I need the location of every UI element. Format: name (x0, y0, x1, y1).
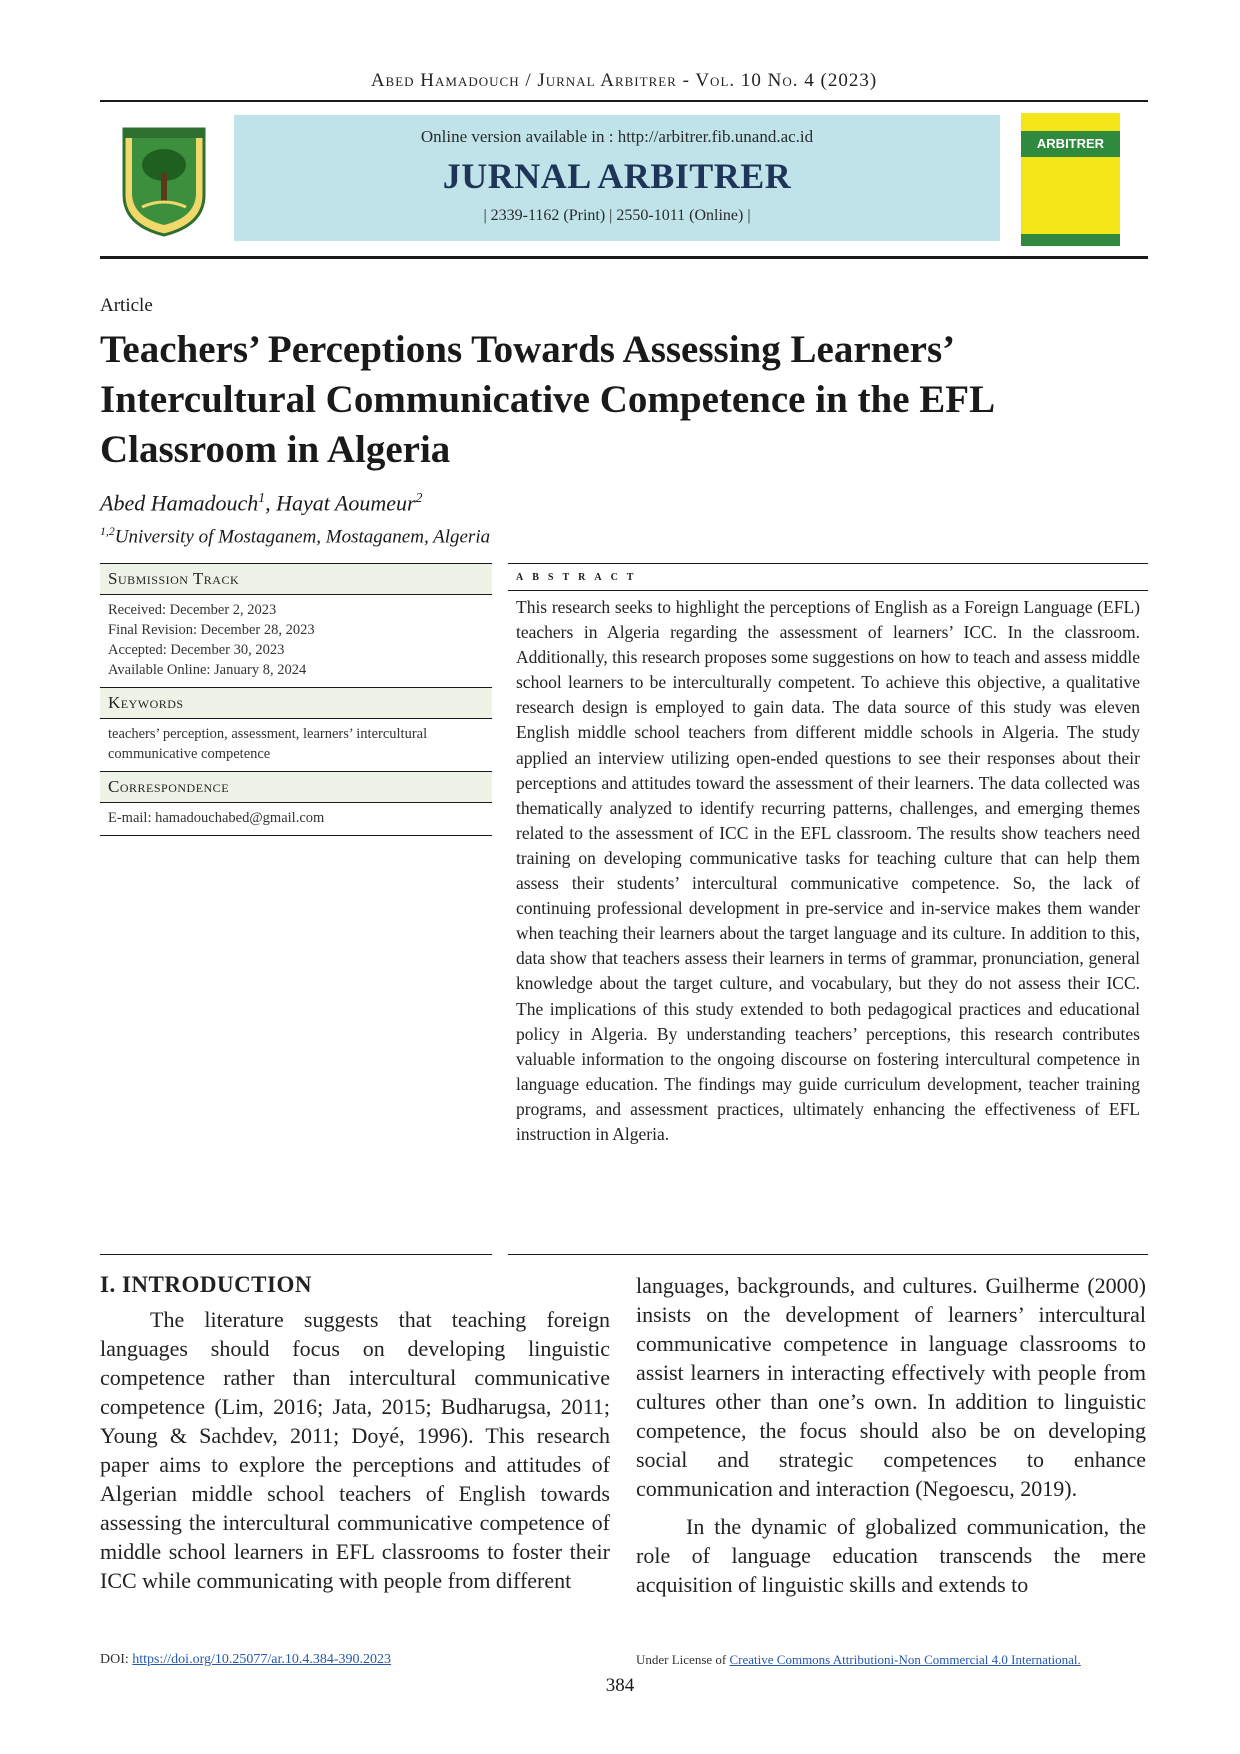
article-title: Teachers’ Perceptions Towards Assessing Learners’ Intercultural Communicative Competence in the EFL Classroom in Algeria (100, 328, 993, 471)
keywords-text: teachers’ perception, assessment, learners’ intercultural communicative competence (108, 726, 428, 762)
submission-track-heading: Submission Track (100, 563, 492, 595)
abstract-bottom-rule-right (508, 1254, 1148, 1255)
final-revision-date: Final Revision: December 28, 2023 (108, 622, 315, 638)
author-affil-number: 2 (415, 490, 423, 505)
doi-label: DOI: (100, 1652, 133, 1667)
correspondence-email: E-mail: hamadouchabed@gmail.com (108, 810, 325, 826)
received-date: Received: December 2, 2023 (108, 602, 277, 618)
header-rule (100, 100, 1148, 102)
introduction-heading: I. INTRODUCTION (100, 1272, 312, 1297)
doi-footer (100, 1652, 391, 1668)
online-version-text: Online version available in : http://arbitrer.fib.unand.ac.id (420, 127, 814, 146)
abstract-bottom-rule-left (100, 1254, 492, 1255)
author-name: Abed Hamadouch (100, 490, 259, 516)
abstract-section (508, 563, 1148, 1147)
author-line (100, 490, 422, 516)
accepted-date: Accepted: December 30, 2023 (108, 642, 285, 658)
sidebar-end-rule (100, 835, 492, 836)
university-seal-icon (118, 125, 210, 237)
introduction-paragraph: The literature suggests that teaching foreign languages should focus on developing linguistic competence rather than intercultural communicative competence (Lim, 2016; Jata, 2015; Budharugsa, 2011; Young & Sachdev, 2011; Doyé, 1996). This research paper aims to explore the perceptions and attitudes of Algerian middle school teachers of English towards assessing the intercultural communicative competence of middle school learners in EFL classrooms to foster their ICC while communicating with people from different (100, 1307, 610, 1593)
affiliation-text: University of Mostaganem, Mostaganem, Algeria (114, 526, 491, 548)
doi-link[interactable]: https://doi.org/10.25077/ar.10.4.384-390.2023 (132, 1652, 392, 1667)
abstract-text: This research seeks to highlight the perceptions of English as a Foreign Language (EFL) teachers in Algeria regarding the assessment of learners’ ICC. In the classroom. Additionally, this research proposes some suggestions on how to teach and assess middle school learners to be interculturally competent. To achieve this objective, a qualitative research design is employed to gain data. The data source of this study was eleven English middle school teachers from different middle schools in Algeria. The study applied an interview utilizing open-ended questions to see their responses about their perceptions and attitudes toward the assessment of their learners. The data collected was thematically analyzed to identify recurring patterns, challenges, and emerging themes related to the assessment of ICC in the EFL classroom. The results show teachers need training on developing communicative tasks for teaching culture that can help them assess their students’ intercultural communicative competence. So, the lack of continuing professional development in pre-service and in-service makes them wander when teaching their learners about the target language and its culture. In addition to this, data show that teachers assess their learners in terms of grammar, pronunciation, general knowledge about the target culture, and vocabulary, but they do not assess their ICC. The implications of this study extended to both pedagogical practices and educational policy in Algeria. By understanding teachers’ perceptions, this research contributes valuable information to the ongoing discourse on fostering intercultural competence in language education. The findings may guide curriculum development, teacher training programs, and assessment practices, ultimately enhancing the effectiveness of EFL instruction in Algeria. (516, 597, 1140, 1144)
introduction-paragraph-continued: languages, backgrounds, and cultures. Guilherme (2000) insists on the development of learners’ intercultural communicative competence in language classrooms to assist learners in interacting effectively with people from cultures other than one’s own. In addition to linguistic competence, the focus should also be on developing social and strategic competences to enhance communication and interaction (Negoescu, 2019). (636, 1273, 1146, 1501)
license-footer (636, 1652, 1081, 1668)
cover-footer-band (1021, 234, 1120, 246)
header-bottom-rule (100, 256, 1148, 259)
body-column-left (100, 1270, 610, 1595)
body-column-right (636, 1271, 1146, 1599)
article-info-sidebar (100, 563, 492, 836)
keywords-heading: Keywords (100, 687, 492, 719)
article-type-label: Article (100, 295, 153, 316)
abstract-heading: abstract (508, 563, 1148, 591)
author-name: Hayat Aoumeur (276, 490, 416, 516)
journal-cover-thumbnail (1021, 113, 1120, 246)
page-number: 384 (605, 1675, 635, 1696)
issn-line: | 2339-1162 (Print) | 2550-1011 (Online) | (483, 207, 751, 224)
correspondence-heading: Correspondence (100, 771, 492, 803)
license-label: Under License of (636, 1652, 730, 1667)
journal-banner (234, 115, 1000, 241)
introduction-paragraph: In the dynamic of globalized communication, the role of language education transcends the mere acquisition of linguistic skills and extends to (636, 1514, 1146, 1597)
submission-track-body (100, 595, 492, 687)
author-affil-number: 1 (258, 490, 266, 505)
cover-title: ARBITRER (1036, 136, 1105, 151)
journal-title: JURNAL ARBITRER (442, 156, 792, 196)
affiliation-number: 1,2 (100, 525, 115, 538)
running-head: Abed Hamadouch / Jurnal Arbitrer - Vol. 10 No. 4 (2023) (370, 70, 878, 91)
affiliation-line (100, 525, 490, 548)
license-link[interactable]: Creative Commons Attributioni-Non Commercial 4.0 International. (729, 1652, 1081, 1667)
available-online-date: Available Online: January 8, 2024 (108, 662, 307, 678)
author-separator: , (265, 490, 277, 516)
